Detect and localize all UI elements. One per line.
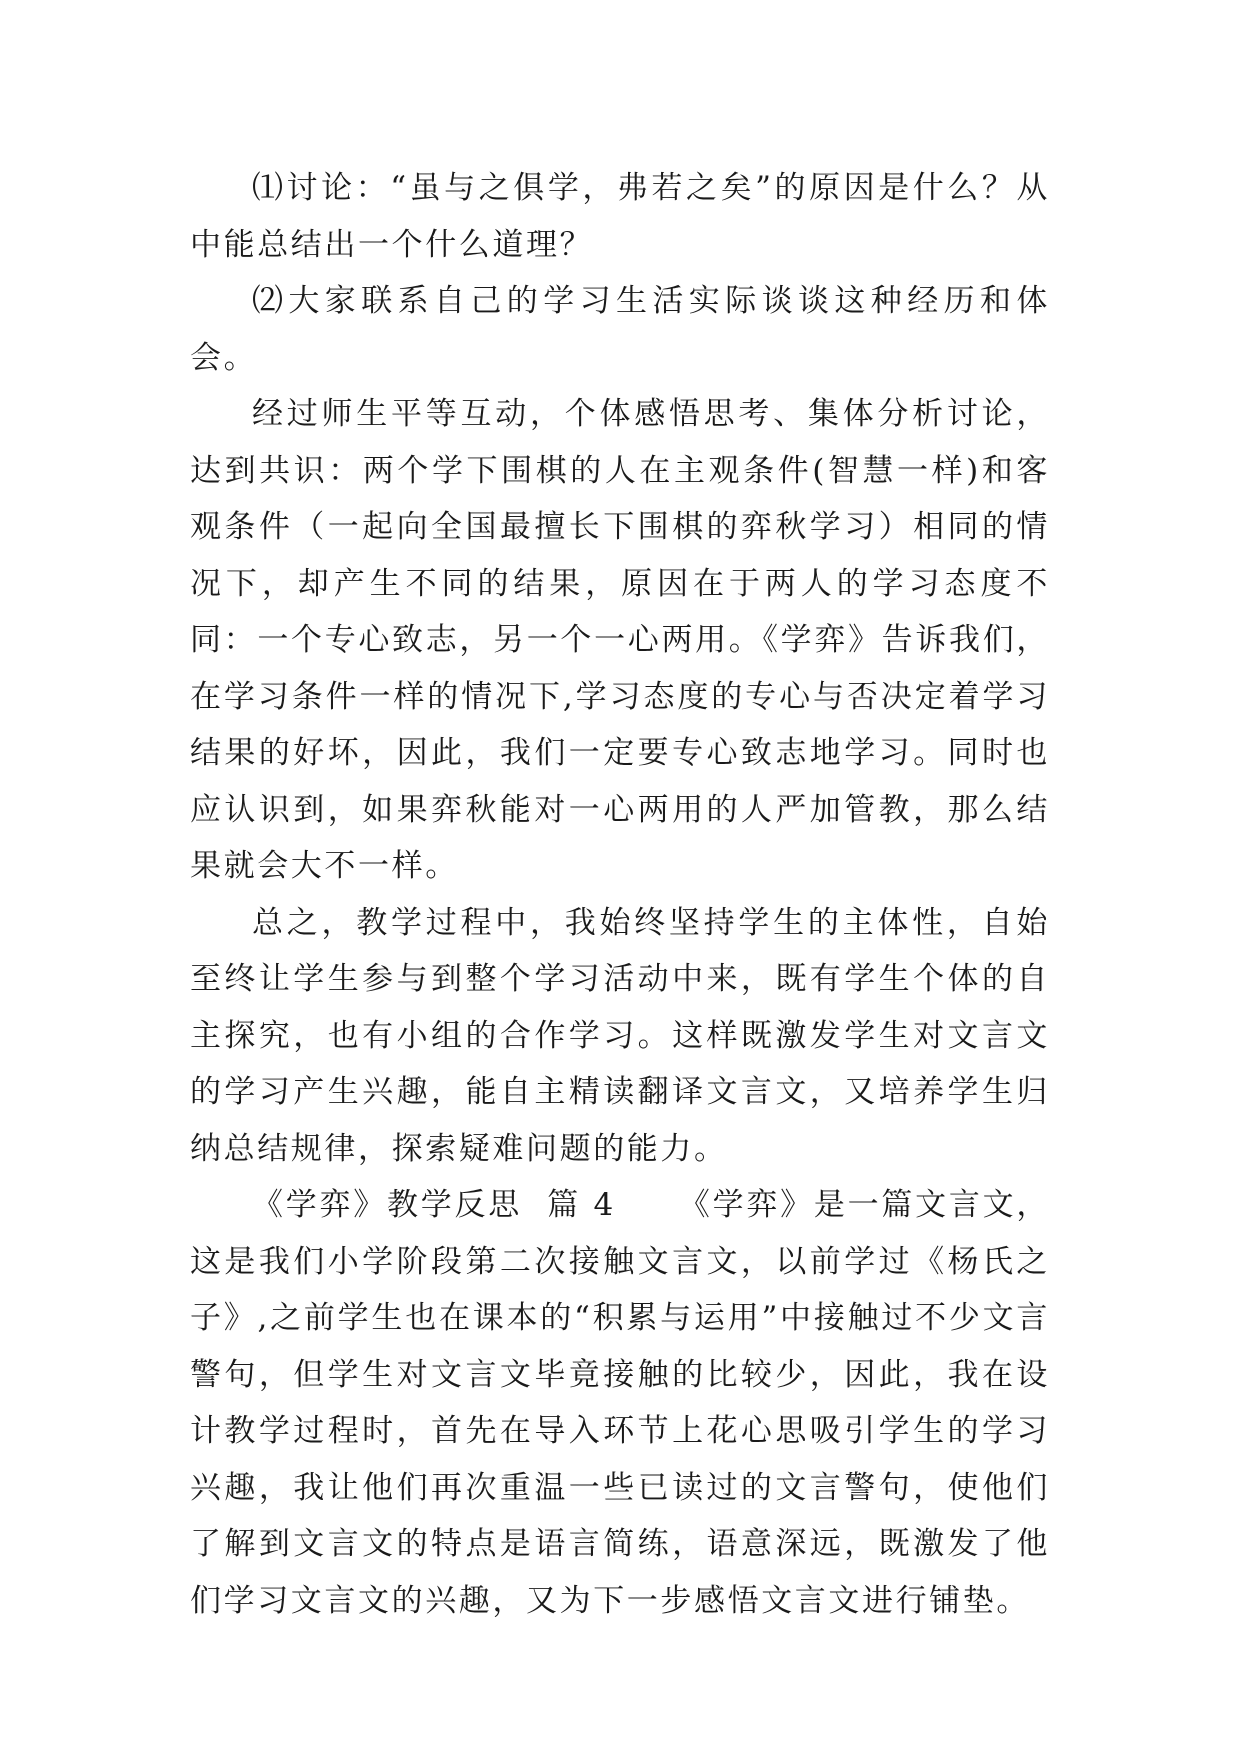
paragraph-reflection-part-4: 《学弈》教学反思 篇 4 《学弈》是一篇文言文，这是我们小学阶段第二次接触文言文，以前学过《杨氏之子》,之前学生也在课本的“积累与运用”中接触过不少文言警句，但学生对文言文毕竟接触的比较少，因此，我在设计教学过程时，首先在导入环节上花心思吸引学生的学习兴趣，我让他们再次重温一些已读过的文言警句，使他们了解到文言文的特点是语言简练，语意深远，既激发了他们学习文言文的兴趣，又为下一步感悟文言文进行铺垫。 bbox=[190, 1187, 1050, 1619]
paragraph-discussion-question: ⑴讨论：“虽与之俱学，弗若之矣”的原因是什么？从中能总结出一个什么道理？ bbox=[190, 170, 1050, 263]
paragraph-experience-sharing: ⑵大家联系自己的学习生活实际谈谈这种经历和体会。 bbox=[190, 283, 1050, 376]
document-body bbox=[190, 160, 1050, 1629]
paragraph-consensus: 经过师生平等互动，个体感悟思考、集体分析讨论，达到共识：两个学下围棋的人在主观条件(智慧一样)和客观条件（一起向全国最擅长下围棋的弈秋学习）相同的情况下，却产生不同的结果，原因在于两人的学习态度不同：一个专心致志，另一个一心两用。《学弈》告诉我们，在学习条件一样的情况下,学习态度的专心与否决定着学习结果的好坏，因此，我们一定要专心致志地学习。同时也应认识到，如果弈秋能对一心两用的人严加管教，那么结果就会大不一样。 bbox=[190, 396, 1050, 884]
paragraph-summary: 总之，教学过程中，我始终坚持学生的主体性，自始至终让学生参与到整个学习活动中来，既有学生个体的自主探究，也有小组的合作学习。这样既激发学生对文言文的学习产生兴趣，能自主精读翻译文言文，又培养学生归纳总结规律，探索疑难问题的能力。 bbox=[190, 904, 1050, 1167]
